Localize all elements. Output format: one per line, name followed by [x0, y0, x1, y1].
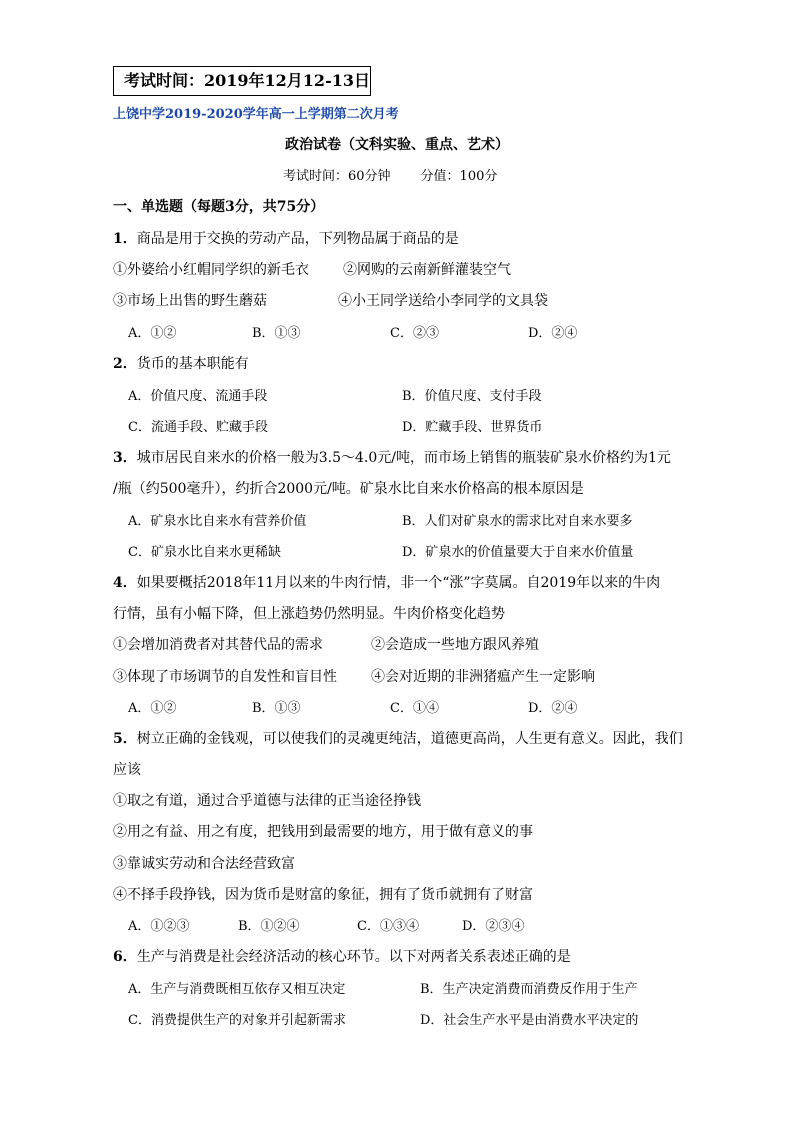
question-4-item-2: ②会造成一些地方跟风养殖	[371, 637, 539, 653]
question-3-option-b[interactable]: B．人们对矿泉水的需求比对自来水要多	[402, 514, 633, 529]
question-1-option-d[interactable]: D．②④	[528, 326, 578, 341]
question-5-item-3: ③靠诚实劳动和合法经营致富	[113, 856, 295, 872]
question-3-stem-line-1: 3．城市居民自来水的价格一般为3.5～4.0元/吨，而市场上销售的瓶装矿泉水价格约为1元	[113, 450, 671, 466]
question-4-item-4: ④会对近期的非洲猪瘟产生一定影响	[371, 669, 595, 685]
question-1-option-b[interactable]: B．①③	[252, 326, 301, 341]
question-1-item-1: ①外婆给小红帽同学织的新毛衣	[113, 262, 309, 278]
paper-title	[0, 134, 794, 154]
question-4-item-3: ③体现了市场调节的自发性和盲目性	[113, 669, 337, 685]
question-4-option-d[interactable]: D．②④	[528, 701, 578, 716]
question-1-item-4: ④小王同学送给小李同学的文具袋	[338, 293, 548, 309]
question-5-stem-line-1: 5．树立正确的金钱观，可以使我们的灵魂更纯洁，道德更高尚，人生更有意义。因此，我们	[113, 731, 683, 747]
question-number: 4．	[113, 575, 137, 591]
question-1-option-c[interactable]: C．②③	[390, 326, 439, 341]
question-5-item-4: ④不择手段挣钱，因为货币是财富的象征，拥有了货币就拥有了财富	[113, 887, 533, 903]
question-3-option-d[interactable]: D．矿泉水的价值量要大于自来水价值量	[402, 545, 634, 560]
question-5-option-d[interactable]: D．②③④	[462, 919, 525, 934]
exam-time-box: 考试时间：2019年12月12-13日	[113, 66, 371, 96]
paper-title-text: 政治试卷（文科实验、重点、艺术）	[285, 137, 509, 153]
paper-info	[283, 165, 497, 184]
question-4-option-c[interactable]: C．①④	[390, 701, 439, 716]
question-2-option-c[interactable]: C．流通手段、贮藏手段	[128, 420, 268, 435]
question-4-option-b[interactable]: B．①③	[252, 701, 301, 716]
question-6-option-b[interactable]: B．生产决定消费而消费反作用于生产	[420, 982, 638, 997]
question-1-item-2: ②网购的云南新鲜灌装空气	[343, 262, 511, 278]
question-5-item-2: ②用之有益、用之有度，把钱用到最需要的地方，用于做有意义的事	[113, 824, 533, 840]
school-exam-line: 上饶中学2019-2020学年高一上学期第二次月考	[113, 107, 399, 122]
question-6-option-c[interactable]: C．消费提供生产的对象并引起新需求	[128, 1013, 346, 1028]
question-4-stem-line-2: 行情，虽有小幅下降，但上涨趋势仍然明显。牛肉价格变化趋势	[113, 606, 505, 622]
question-2-option-d[interactable]: D．贮藏手段、世界货币	[402, 420, 543, 435]
question-4-option-a[interactable]: A．①②	[128, 701, 177, 716]
question-1-item-3: ③市场上出售的野生蘑菇	[113, 293, 267, 309]
question-2-option-b[interactable]: B．价值尺度、支付手段	[402, 389, 542, 404]
question-6-option-d[interactable]: D．社会生产水平是由消费水平决定的	[420, 1013, 639, 1028]
question-3-option-a[interactable]: A．矿泉水比自来水有营养价值	[128, 514, 307, 529]
exam-duration: 考试时间：60分钟	[283, 169, 391, 184]
question-number: 1．	[113, 231, 137, 247]
question-5-item-1: ①取之有道，通过合乎道德与法律的正当途径挣钱	[113, 793, 421, 809]
question-number: 5．	[113, 731, 137, 747]
question-3-stem-line-2: /瓶（约500毫升），约折合2000元/吨。矿泉水比自来水价格高的根本原因是	[113, 481, 584, 497]
question-4-item-1: ①会增加消费者对其替代品的需求	[113, 637, 323, 653]
question-6-stem: 6．生产与消费是社会经济活动的核心环节。以下对两者关系表述正确的是	[113, 949, 571, 965]
question-2-stem: 2．货币的基本职能有	[113, 356, 249, 372]
question-4-stem-line-1: 4．如果要概括2018年11月以来的牛肉行情，非一个“涨”字莫属。自2019年以来的牛肉	[113, 575, 661, 591]
question-3-option-c[interactable]: C．矿泉水比自来水更稀缺	[128, 545, 281, 560]
question-5-stem-line-2: 应该	[113, 762, 141, 778]
question-1-option-a[interactable]: A．①②	[128, 326, 177, 341]
question-2-option-a[interactable]: A．价值尺度、流通手段	[128, 389, 268, 404]
question-5-option-b[interactable]: B．①②④	[238, 919, 300, 934]
question-number: 6．	[113, 949, 137, 965]
question-6-option-a[interactable]: A．生产与消费既相互依存又相互决定	[128, 982, 346, 997]
exam-score: 分值：100分	[420, 169, 498, 184]
question-number: 2．	[113, 356, 137, 372]
question-number: 3．	[113, 450, 137, 466]
section-title: 一、单选题（每题3分，共75分）	[113, 199, 325, 215]
question-5-option-a[interactable]: A．①②③	[128, 919, 190, 934]
question-5-option-c[interactable]: C．①③④	[357, 919, 419, 934]
question-1-stem: 1．商品是用于交换的劳动产品，下列物品属于商品的是	[113, 231, 459, 247]
